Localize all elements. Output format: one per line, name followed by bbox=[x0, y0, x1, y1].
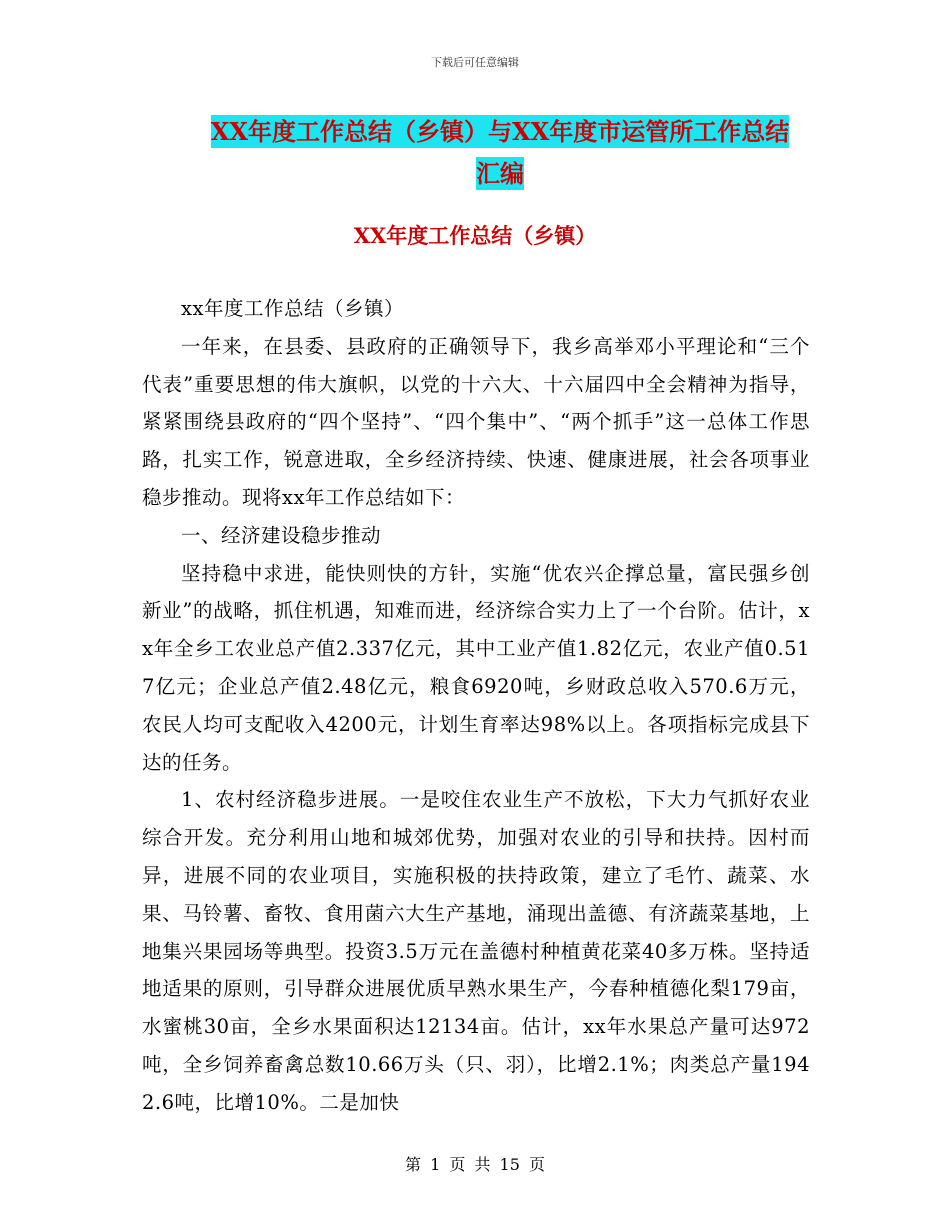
header-note: 下载后可任意编辑 bbox=[431, 56, 519, 69]
document-title-continued bbox=[140, 154, 860, 194]
page-number-footer: 第 1 页 共 15 页 bbox=[405, 1155, 545, 1174]
document-title bbox=[140, 112, 860, 152]
paragraph-economy-summary: 坚持稳中求进，能快则快的方针，实施“优农兴企撑总量，富民强乡创新业”的战略，抓住机遇，知难而进，经济综合实力上了一个台阶。估计，xx年全乡工农业总产值2.337亿元，其中工业产值1.82亿元，农业产值0.517亿元；企业总产值2.48亿元，粮食6920吨，乡财政总收入570.6万元，农民人均可支配收入4200元，计划生育率达98%以上。各项指标完成县下达的任务。 bbox=[142, 561, 810, 774]
paragraph-intro: 一年来，在县委、县政府的正确领导下，我乡高举邓小平理论和“三个代表”重要思想的伟大旗帜，以党的十六大、十六届四中全会精神为指导，紧紧围绕县政府的“四个坚持”、“四个集中”、“两个抓手”这一总体工作思路，扎实工作，锐意进取，全乡经济持续、快速、健康进展，社会各项事业稳步推动。现将xx年工作总结如下： bbox=[142, 334, 810, 509]
paragraph-rural-economy: 1、农村经济稳步进展。一是咬住农业生产不放松，下大力气抓好农业综合开发。充分利用山地和城郊优势，加强对农业的引导和扶持。因村而异，进展不同的农业项目，实施积极的扶持政策，建立了毛竹、蔬菜、水果、马铃薯、畜牧、食用菌六大生产基地，涌现出盖德、有济蔬菜基地，上地集兴果园场等典型。投资3.5万元在盖德村种植黄花菜40多万株。坚持适地适果的原则，引导群众进展优质早熟水果生产，今春种植德化梨179亩，水蜜桃30亩，全乡水果面积达12134亩。估计，xx年水果总产量可达972吨，全乡饲养畜禽总数10.66万头（只、羽），比增2.1%；肉类总产量1942.6吨，比增10%。二是加快 bbox=[142, 788, 810, 1114]
document-title-line-2: 汇编 bbox=[476, 159, 524, 188]
section-title: XX年度工作总结（乡镇） bbox=[353, 223, 597, 248]
paragraph-heading-economy: 一、经济建设稳步推动 bbox=[181, 523, 382, 547]
paragraph-subtitle: xx年度工作总结（乡镇） bbox=[181, 297, 404, 320]
document-body bbox=[142, 290, 810, 1122]
document-title-line-1: XX年度工作总结（乡镇）与XX年度市运管所工作总结 bbox=[210, 117, 790, 146]
